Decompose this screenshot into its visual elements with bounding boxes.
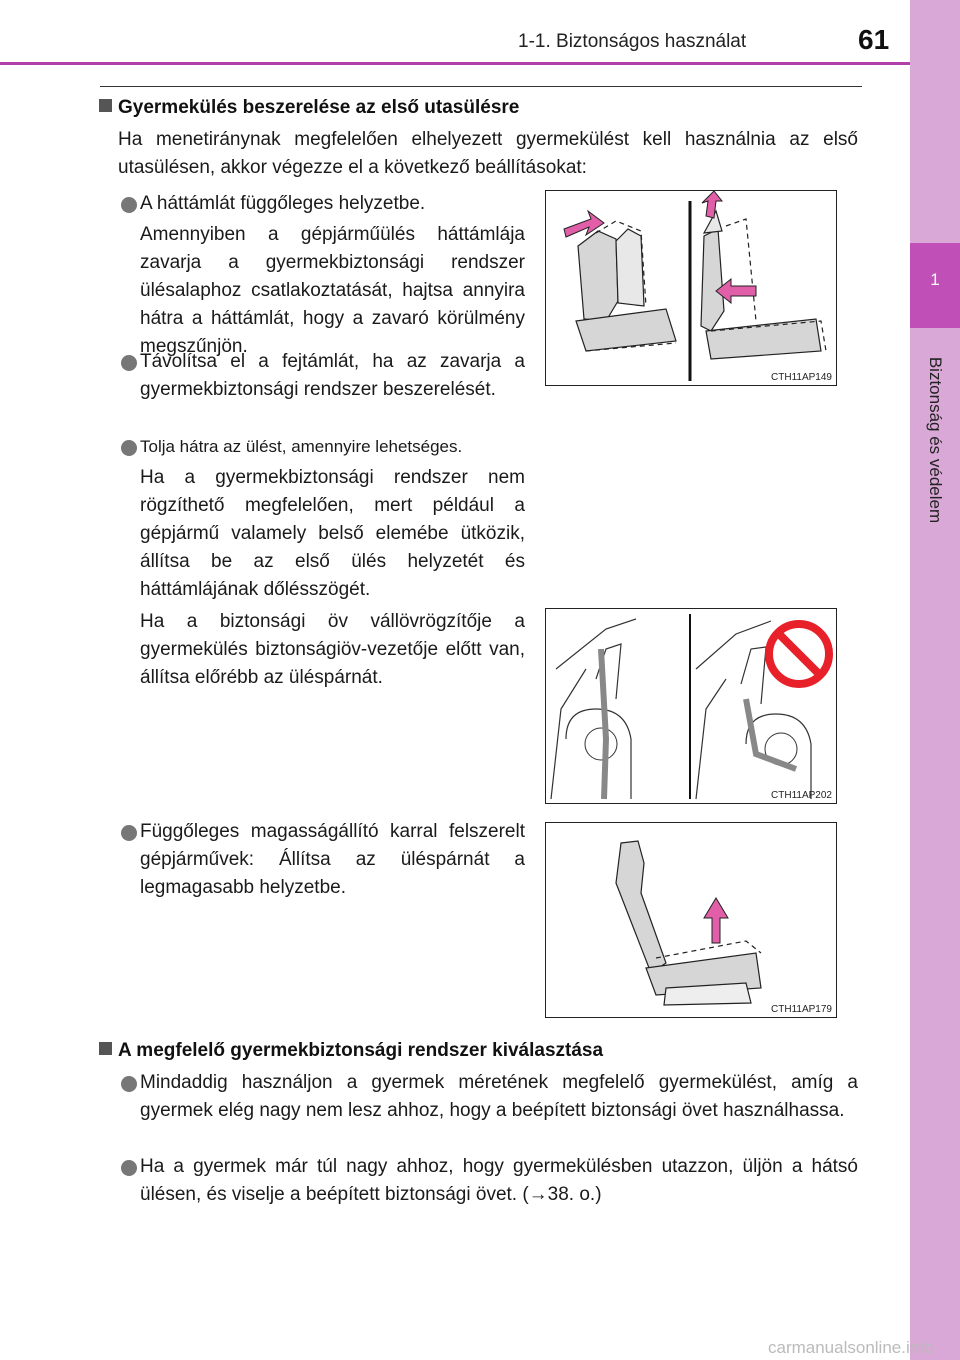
watermark: carmanualsonline.info [768, 1338, 934, 1357]
bullet-headrest-title: Távolítsa el a fejtámlát, ha az zavarja a gyermekbiztonsági rendszer beszerelését. [140, 351, 525, 400]
bullet-dot-icon [121, 825, 137, 841]
section-heading-select [99, 1040, 603, 1062]
bullet-backrest-title: A háttámlát függőleges helyzetbe. [140, 193, 426, 214]
height-bullet: Függőleges magasságállító karral felszerelt gépjárművek: Állítsa az üléspárnát a legmagasabb helyzetbe. [140, 821, 525, 898]
figure-code: CTH11AP179 [771, 1004, 832, 1015]
belt-guide-illustration [546, 609, 836, 803]
seat-height-illustration [546, 823, 836, 1017]
bullet-dot-icon [121, 1076, 137, 1092]
header-section-title: 1-1. Biztonságos használat [518, 31, 747, 52]
seat-adjustment-illustration [546, 191, 836, 385]
header-rule [0, 62, 910, 65]
bullet-dot-icon [121, 197, 137, 213]
page-number: 61 [858, 24, 890, 55]
intro-paragraph: Ha menetiránynak megfelelően elhelyezett gyermekülést kell használnia az első utasülésen, akkor végezze el a következő beállításokat: [118, 129, 858, 178]
bullet-dot-icon [121, 1160, 137, 1176]
belt-note: Ha a biztonsági öv vállövrögzítője a gyermekülés biztonságiöv-vezetője előtt van, állítsa előrébb az üléspárnát. [140, 611, 525, 688]
figure-belt-guide [545, 608, 837, 804]
figure-seat-height [545, 822, 837, 1018]
section-heading-select-text: A megfelelő gyermekbiztonsági rendszer kiválasztása [118, 1040, 604, 1061]
bullet-slide-title: Tolja hátra az ülést, amennyire lehetséges. [140, 437, 463, 456]
section-rule [100, 86, 862, 87]
square-bullet-icon [99, 99, 112, 112]
chapter-number: 1 [930, 270, 940, 289]
section-heading-install-text: Gyermekülés beszerelése az első utasülésre [118, 97, 520, 118]
bullet-dot-icon [121, 440, 137, 456]
select-bullet-1: Mindaddig használjon a gyermek méretének megfelelő gyermekülést, amíg a gyermek elég nagy nem lesz ahhoz, hogy a beépített biztonsági övet használhassa. [140, 1072, 858, 1121]
bullet-backrest-body: Amennyiben a gépjárműülés háttámlája zavarja a gyermekbiztonsági rendszer ülésalaphoz csatlakoztatását, hajtsa annyira hátra a háttámlát, hogy a zavaró körülmény megszűnjön. [140, 224, 525, 357]
figure-code: CTH11AP149 [771, 372, 832, 383]
section-heading-install [99, 97, 519, 119]
bullet-dot-icon [121, 355, 137, 371]
side-tab [910, 0, 960, 1360]
figure-code: CTH11AP202 [771, 790, 832, 801]
square-bullet-icon [99, 1042, 112, 1055]
bullet-slide-body: Ha a gyermekbiztonsági rendszer nem rögzíthető megfelelően, mert például a gépjármű valamely belső elemébe ütközik, állítsa be az első ülés helyzetét és háttámlájának dőlésszögét. [140, 467, 525, 600]
chapter-title: Biztonság és védelem [926, 356, 945, 524]
select-bullet-2: Ha a gyermek már túl nagy ahhoz, hogy gyermekülésben utazzon, üljön a hátsó ülésen, és viselje a beépített biztonsági övet. (→38. o.) [140, 1156, 858, 1205]
figure-seat-adjustment [545, 190, 837, 386]
